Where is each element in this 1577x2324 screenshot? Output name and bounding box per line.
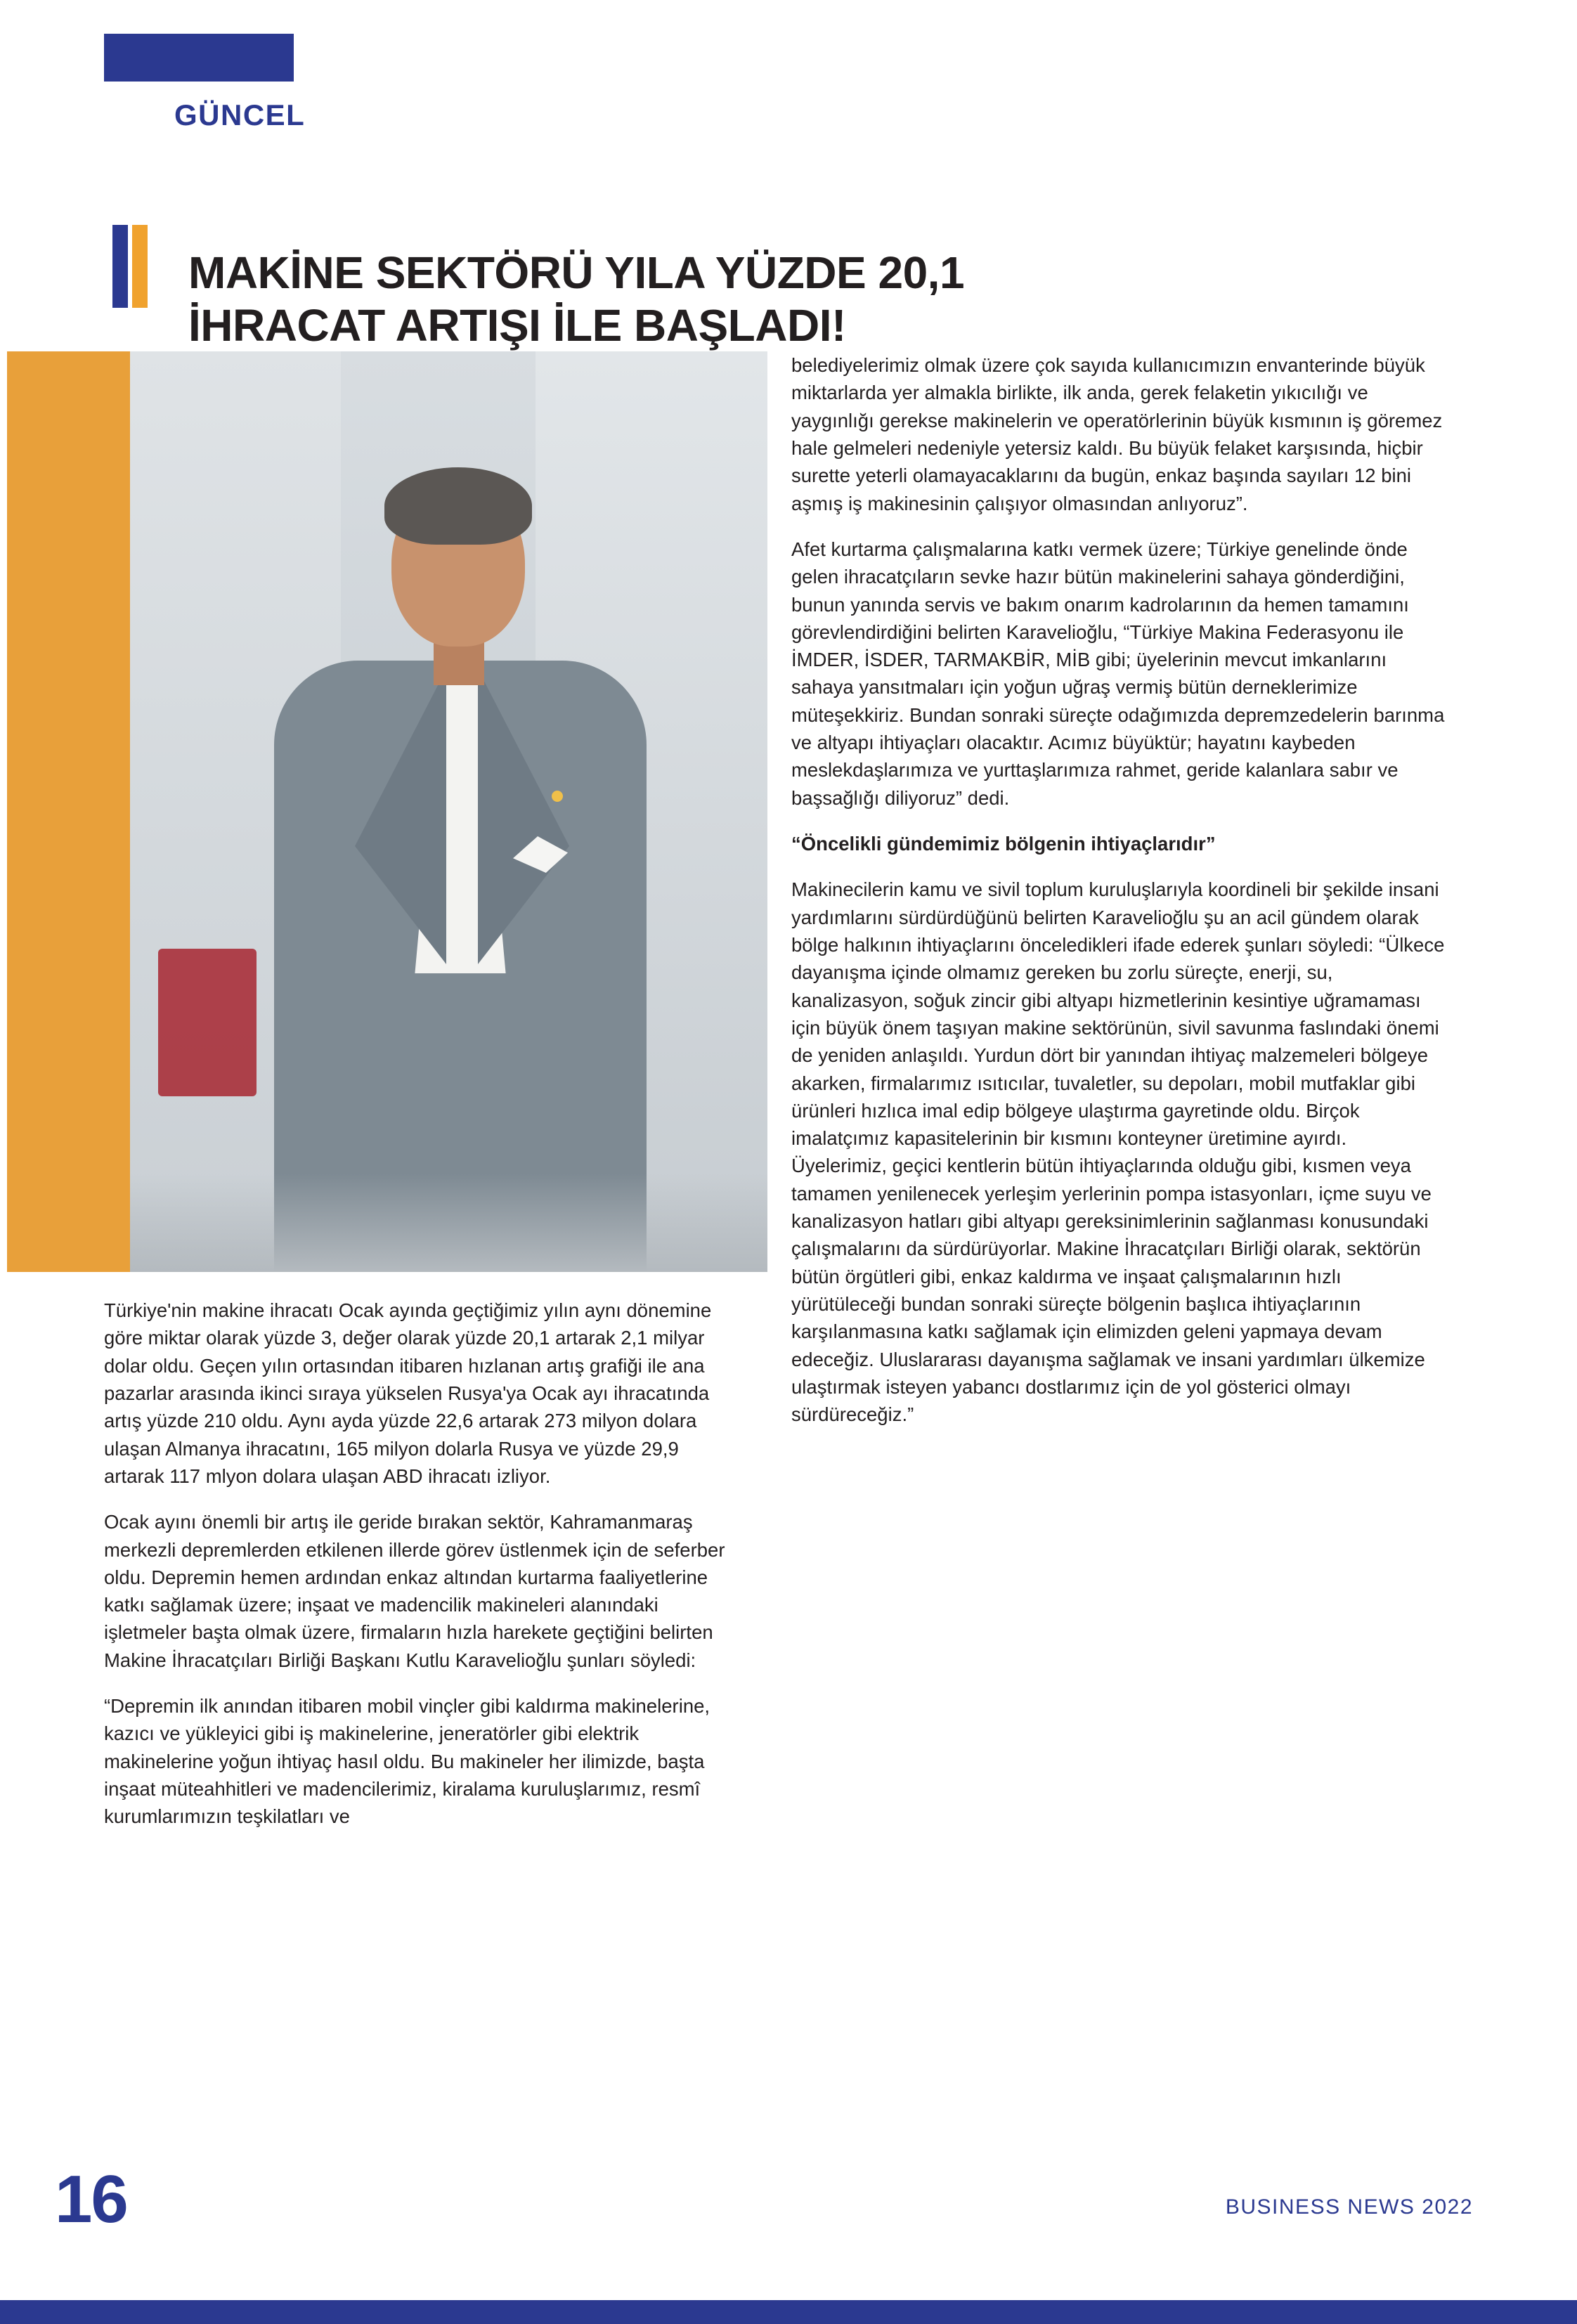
footer-divider: [0, 2156, 1577, 2157]
paragraph: Afet kurtarma çalışmalarına katkı vermek üzere; Türkiye genelinde önde gelen ihracatçıların sevke hazır bütün makinelerini sahaya gönderdiğini, bunun yanında servis ve bakım onarım kadrolarının da hemen tamamını görevlendirdiğini belirten Karavelioğlu, “Türkiye Makina Federasyonu ile İMDER, İSDER, TARMAKBİR, MİB gibi; üyelerinin mevcut imkanlarını sahaya yansıtmaları için yoğun uğraş vermiş bütün derneklerimize müteşekkiriz. Bundan sonraki süreçte odağımızda depremzedelerin barınma ve altyapı ihtiyaçları olacaktır. Acımız büyüktür; hayatını kaybeden meslekdaşlarımıza ve yurttaşlarımıza rahmet, geride kalanlara sabır ve başsağlığı diliyoruz” dedi.: [791, 538, 1445, 809]
header-color-block: [104, 34, 294, 82]
section-subheading: “Öncelikli gündemimiz bölgenin ihtiyaçlarıdır”: [791, 833, 1216, 855]
photo-lapel-pin: [552, 791, 563, 802]
paragraph: Makinecilerin kamu ve sivil toplum kuruluşlarıyla koordineli bir şekilde insani yardımlarını sürdürdüğünü belirten Karavelioğlu şu an acil gündem olarak bölge halkının ihtiyaçlarını önceledikleri ifade ederek şunları söyledi: “Ülkece dayanışma içinde olmamız gereken bu zorlu süreçte, enerji, su, kanalizasyon, soğuk zincir gibi altyapı hizmetlerinin kesintiye uğramaması için büyük önem taşıyan makine sektörünün, sivil savunma faslındaki önemi de yeniden anlaşıldı. Yurdun dört bir yanından ihtiyaç malzemeleri bölgeye akarken, firmalarımız ısıtıcılar, tuvaletler, su depoları, mobil mutfaklar gibi ürünleri hızlıca imal edip bölgeye ulaştırma gayretinde oldu. Birçok imalatçımız kapasitelerinin bir kısmını konteyner üretimine ayırdı. Üyelerimiz, geçici kentlerin bütün ihtiyaçlarında olduğu gibi, kısmen veya tamamen yenilenecek yerleşim yerlerinin pompa istasyonları, içme suyu ve kanalizasyon hatları gibi altyapı gereksinimlerinin sağlanması konusundaki çalışmalarını da sürdürüyorlar. Makine İhracatçıları Birliği olarak, sektörün bütün örgütleri gibi, enkaz kaldırma ve inşaat çalışmalarının hızlı yürütüleceği bundan sonraki süreçte bölgenin başlıca ihtiyaçlarının karşılanmasına katkı sağlamak için elimizden geleni yapmaya devam edeceğiz. Uluslararası dayanışma sağlamak ve insani yardımları ülkemize ulaştırmak isteyen yabancı dostlarımız için de yol gösterici olmayı sürdüreceğiz.”: [791, 878, 1445, 1426]
publication-name: BUSINESS NEWS 2022: [1225, 2195, 1473, 2219]
paragraph: Türkiye'nin makine ihracatı Ocak ayında geçtiğimiz yılın aynı dönemine göre miktar olarak yüzde 3, değer olarak yüzde 20,1 artarak 2,1 milyar dolar oldu. Geçen yılın ortasından itibaren hızlanan artış grafiği ile ana pazarlar arasında ikinci sıraya yükselen Rusya'ya Ocak ayı ihracatında artış yüzde 210 oldu. Aynı ayda yüzde 22,6 artarak 273 milyon dolara ulaşan Almanya ihracatını, 165 milyon dolarla Rusya ve yüzde 29,9 artarak 117 mlyon dolara ulaşan ABD ihracatı izliyor.: [104, 1299, 712, 1487]
photo-hair: [384, 467, 532, 545]
section-kicker: GÜNCEL: [174, 98, 306, 131]
page-number: 16: [55, 2162, 127, 2237]
photo-orange-band: [7, 351, 130, 1272]
paragraph: Ocak ayını önemli bir artış ile geride bırakan sektör, Kahramanmaraş merkezli depremlerden etkilenen illerde görev üstlenmek için de seferber oldu. Depremin hemen ardından enkaz altından kurtarma faaliyetlerine katkı sağlamak üzere; inşaat ve madencilik makineleri alanındaki işletmeler başta olmak üzere, firmaların hızla harekete geçtiğini belirten Makine İhracatçıları Birliği Başkanı Kutlu Karavelioğlu şunları söyledi:: [104, 1511, 725, 1671]
title-accent-blue: [112, 225, 128, 308]
photo-image: [130, 351, 767, 1272]
paragraph: “Depremin ilk anından itibaren mobil vinçler gibi kaldırma makinelerine, kazıcı ve yükleyici gibi iş makinelerine, jeneratörler gibi elektrik makinelerine yoğun ihtiyaç hasıl oldu. Bu makineler her ilimizde, başta inşaat müteahhitleri ve madencilerimiz, kiralama kuruluşlarımız, resmî kurumlarımızın teşkilatları ve: [104, 1695, 710, 1828]
portrait-photo: [7, 351, 767, 1272]
paragraph: belediyelerimiz olmak üzere çok sayıda kullanıcımızın envanterinde büyük miktarlarda yer almakla birlikte, ilk anda, gerek felaketin yıkıcılığı ve yaygınlığı gerekse makinelerin ve operatörlerinin büyük kısmının iş göremez hale gelmeleri nedeniyle yetersiz kaldı. Bu büyük felaket karşısında, hiçbir surette yeterli olamayacaklarını da bugün, enkaz başında sayıları 12 bini aşmış iş makinesinin çalışıyor olmasından anlıyoruz”.: [791, 354, 1443, 514]
photo-gradient: [130, 1174, 767, 1272]
body-column-left: [104, 1297, 736, 1849]
photo-background-object: [158, 949, 257, 1096]
left-margin-strip: [0, 0, 7, 2324]
body-column-right: [791, 351, 1445, 1447]
page-title: MAKİNE SEKTÖRÜ YILA YÜZDE 20,1 İHRACAT ARTIŞI İLE BAŞLADI!: [188, 247, 965, 351]
title-accent-orange: [132, 225, 148, 308]
footer-color-bar: [0, 2300, 1577, 2324]
